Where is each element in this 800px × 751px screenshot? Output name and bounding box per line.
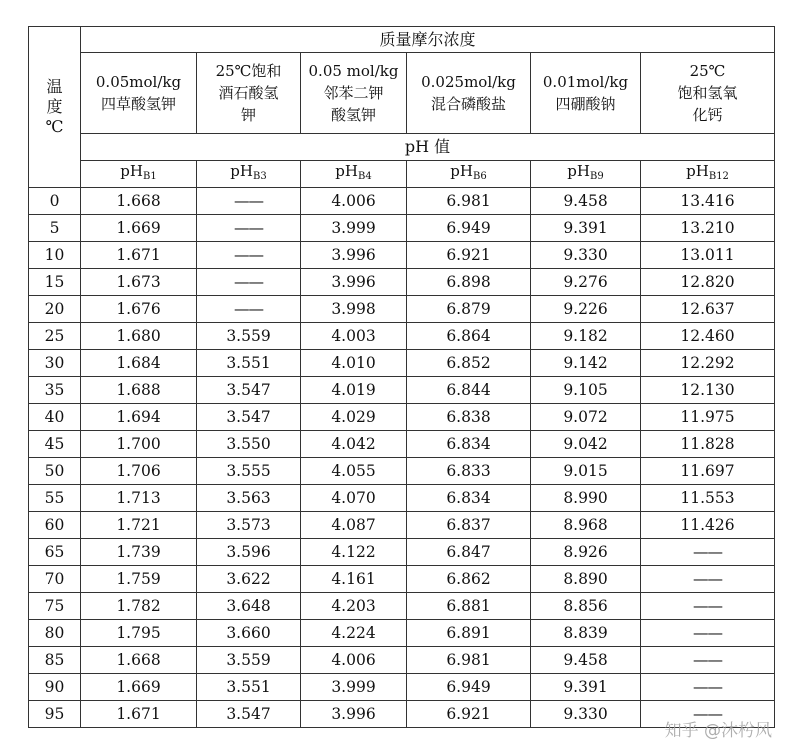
watermark: 知乎 @沐枍风 [664,721,772,741]
temperature-cell: 10 [29,242,81,269]
ph-value-cell: 6.834 [407,431,531,458]
temperature-cell: 75 [29,593,81,620]
temperature-cell: 90 [29,674,81,701]
temperature-cell: 20 [29,296,81,323]
ph-value-cell: 12.637 [641,296,775,323]
temperature-cell: 60 [29,512,81,539]
ph-symbol-cell [197,161,301,188]
ph-value-cell: 1.671 [81,701,197,728]
ph-value-cell: 1.694 [81,404,197,431]
ph-symbol-main: pH [686,162,709,180]
ph-symbol-subscript: B9 [589,171,604,182]
ph-value-cell: 8.839 [531,620,641,647]
ph-value-cell: 6.949 [407,215,531,242]
ph-value-cell: 4.003 [301,323,407,350]
ph-value-cell: 3.551 [197,674,301,701]
ph-value-cell: 6.921 [407,701,531,728]
concentration-line: 饱和氢氧 [677,84,738,102]
table-row [29,242,775,269]
concentration-header-cell [197,53,301,134]
ph-value-cell: —— [197,242,301,269]
ph-value-cell: 4.010 [301,350,407,377]
ph-value-cell: 9.042 [531,431,641,458]
ph-value-cell: 6.862 [407,566,531,593]
ph-value-cell: 3.660 [197,620,301,647]
ph-value-cell: 9.142 [531,350,641,377]
ph-value-cell: 8.856 [531,593,641,620]
table-row [29,458,775,485]
ph-value-cell: 1.739 [81,539,197,566]
temperature-cell: 5 [29,215,81,242]
ph-value-cell: 1.669 [81,674,197,701]
ph-value-cell: 6.844 [407,377,531,404]
ph-value-cell: 11.975 [641,404,775,431]
ph-value-cell: 8.926 [531,539,641,566]
table-row [29,566,775,593]
ph-value-cell: 4.006 [301,647,407,674]
concentration-header-cell [81,53,197,134]
temperature-cell: 70 [29,566,81,593]
temperature-label-line: 温 [46,77,63,96]
ph-value-cell: 1.668 [81,188,197,215]
ph-value-cell: 4.122 [301,539,407,566]
ph-value-cell: 1.706 [81,458,197,485]
ph-value-cell: 12.292 [641,350,775,377]
ph-value-cell: 6.921 [407,242,531,269]
table-body [29,27,775,728]
ph-value-cell: 6.834 [407,485,531,512]
ph-value-cell: 9.105 [531,377,641,404]
temperature-cell: 15 [29,269,81,296]
ph-symbol-cell [301,161,407,188]
table-row [29,485,775,512]
table-row [29,620,775,647]
ph-value-cell: 3.999 [301,215,407,242]
ph-value-cell: 6.837 [407,512,531,539]
ph-value-cell: 1.721 [81,512,197,539]
ph-value-title: pH 值 [81,134,775,161]
table-row [29,215,775,242]
ph-value-cell: 11.426 [641,512,775,539]
ph-value-cell: 1.676 [81,296,197,323]
concentration-line: 四草酸氢钾 [100,95,176,113]
header-group-row [29,27,775,53]
ph-value-cell: 6.981 [407,188,531,215]
ph-buffer-table [28,26,775,728]
ph-value-cell: 6.847 [407,539,531,566]
ph-symbol-cell [407,161,531,188]
temperature-cell: 95 [29,701,81,728]
ph-title-row [29,134,775,161]
ph-value-cell: 8.890 [531,566,641,593]
ph-symbol-subscript: B1 [142,171,157,182]
ph-value-cell: 3.550 [197,431,301,458]
ph-value-cell: 4.029 [301,404,407,431]
temperature-cell: 85 [29,647,81,674]
ph-value-cell: 9.015 [531,458,641,485]
ph-value-cell: —— [641,620,775,647]
temperature-cell: 35 [29,377,81,404]
ph-value-cell: 4.161 [301,566,407,593]
ph-value-cell: 3.622 [197,566,301,593]
concentration-line: 混合磷酸盐 [430,95,506,113]
concentration-line: 0.05 mol/kg [308,62,399,80]
ph-value-cell: 11.553 [641,485,775,512]
ph-value-cell: 13.416 [641,188,775,215]
temperature-cell: 65 [29,539,81,566]
ph-value-cell: 4.203 [301,593,407,620]
table-row [29,593,775,620]
ph-value-cell: 4.224 [301,620,407,647]
ph-value-cell: 3.648 [197,593,301,620]
ph-value-cell: 12.460 [641,323,775,350]
ph-value-cell: 1.669 [81,215,197,242]
concentration-row [29,53,775,134]
temperature-cell: 0 [29,188,81,215]
ph-symbol-main: pH [230,162,253,180]
table-row [29,512,775,539]
ph-value-cell: 9.330 [531,701,641,728]
ph-value-cell: 12.820 [641,269,775,296]
ph-value-cell: 6.838 [407,404,531,431]
ph-value-cell: —— [197,296,301,323]
ph-value-cell: —— [641,539,775,566]
concentration-line: 酒石酸氢 [218,84,279,102]
ph-value-cell: 9.391 [531,215,641,242]
ph-value-cell: —— [197,188,301,215]
ph-value-cell: 3.559 [197,647,301,674]
ph-value-cell: 6.981 [407,647,531,674]
concentration-line: 0.025mol/kg [421,73,516,91]
ph-value-cell: —— [641,701,775,728]
ph-value-cell: 1.671 [81,242,197,269]
ph-value-cell: 4.087 [301,512,407,539]
temperature-cell: 30 [29,350,81,377]
ph-symbol-main: pH [450,162,473,180]
ph-value-cell: 6.949 [407,674,531,701]
ph-value-cell: —— [641,566,775,593]
temperature-cell: 55 [29,485,81,512]
ph-symbol-row [29,161,775,188]
temperature-cell: 80 [29,620,81,647]
ph-value-cell: 4.070 [301,485,407,512]
concentration-line: 邻苯二钾 [323,84,384,102]
ph-value-cell: 1.688 [81,377,197,404]
concentration-line: 钾 [240,106,256,124]
concentration-line: 0.01mol/kg [542,73,629,91]
table-row [29,431,775,458]
ph-value-cell: 1.668 [81,647,197,674]
concentration-header-cell [531,53,641,134]
ph-value-cell: 12.130 [641,377,775,404]
ph-value-cell: 4.006 [301,188,407,215]
ph-value-cell: 1.673 [81,269,197,296]
ph-value-cell: 9.458 [531,647,641,674]
concentration-header-cell [641,53,775,134]
table-row [29,539,775,566]
ph-symbol-main: pH [335,162,358,180]
ph-value-cell: 4.042 [301,431,407,458]
ph-value-cell: 1.684 [81,350,197,377]
ph-value-cell: 9.330 [531,242,641,269]
temperature-label-line: 度 [46,97,63,116]
ph-value-cell: 1.700 [81,431,197,458]
concentration-line: 25℃饱和 [215,62,282,80]
ph-value-cell: 8.990 [531,485,641,512]
temperature-cell: 45 [29,431,81,458]
ph-value-cell: 3.559 [197,323,301,350]
table-row [29,188,775,215]
ph-value-cell: —— [641,647,775,674]
concentration-line: 0.05mol/kg [95,73,182,91]
ph-symbol-cell [531,161,641,188]
ph-symbol-subscript: B6 [472,171,487,182]
table-row [29,674,775,701]
ph-value-cell: 1.782 [81,593,197,620]
ph-value-cell: 1.713 [81,485,197,512]
ph-value-cell: 8.968 [531,512,641,539]
ph-value-cell: 9.276 [531,269,641,296]
ph-symbol-cell [81,161,197,188]
temperature-label-line: ℃ [45,117,64,136]
ph-value-cell: 9.072 [531,404,641,431]
ph-value-cell: —— [641,593,775,620]
concentration-group-title: 质量摩尔浓度 [81,27,775,53]
table-row [29,269,775,296]
ph-value-cell: 9.458 [531,188,641,215]
temperature-cell: 50 [29,458,81,485]
ph-value-cell: 9.182 [531,323,641,350]
ph-value-cell: 3.551 [197,350,301,377]
table-row [29,377,775,404]
ph-value-cell: 3.547 [197,377,301,404]
ph-value-cell: 11.828 [641,431,775,458]
concentration-header-cell [301,53,407,134]
table-row [29,404,775,431]
table-row [29,296,775,323]
concentration-line: 化钙 [692,106,723,124]
ph-value-cell: —— [197,269,301,296]
ph-value-cell: 3.596 [197,539,301,566]
ph-value-cell: 6.898 [407,269,531,296]
ph-symbol-main: pH [567,162,590,180]
ph-symbol-subscript: B12 [708,171,729,182]
ph-value-cell: 3.996 [301,242,407,269]
ph-value-cell: 3.555 [197,458,301,485]
ph-value-cell: 3.547 [197,701,301,728]
concentration-line: 25℃ [689,62,726,80]
ph-value-cell: 6.833 [407,458,531,485]
table-row [29,647,775,674]
ph-symbol-main: pH [120,162,143,180]
ph-value-cell: 3.996 [301,701,407,728]
table-row [29,350,775,377]
ph-symbol-subscript: B3 [252,171,267,182]
ph-value-cell: 3.996 [301,269,407,296]
ph-value-cell: 6.852 [407,350,531,377]
ph-value-cell: 3.563 [197,485,301,512]
ph-value-cell: 3.998 [301,296,407,323]
ph-value-cell: —— [197,215,301,242]
ph-value-cell: 1.759 [81,566,197,593]
ph-value-cell: 6.879 [407,296,531,323]
ph-value-cell: 11.697 [641,458,775,485]
ph-value-cell: 13.210 [641,215,775,242]
table-row [29,701,775,728]
temperature-header [29,27,81,188]
ph-value-cell: 6.864 [407,323,531,350]
ph-symbol-subscript: B4 [357,171,372,182]
temperature-cell: 25 [29,323,81,350]
concentration-header-cell [407,53,531,134]
ph-symbol-cell [641,161,775,188]
ph-value-cell: 3.573 [197,512,301,539]
ph-value-cell: 4.019 [301,377,407,404]
ph-value-cell: 6.891 [407,620,531,647]
ph-value-cell: 6.881 [407,593,531,620]
ph-value-cell: 3.999 [301,674,407,701]
ph-value-cell: 13.011 [641,242,775,269]
ph-value-cell: 4.055 [301,458,407,485]
ph-value-cell: —— [641,674,775,701]
temperature-cell: 40 [29,404,81,431]
table-row [29,323,775,350]
ph-value-cell: 1.680 [81,323,197,350]
concentration-line: 酸氢钾 [330,106,376,124]
concentration-line: 四硼酸钠 [555,95,616,113]
ph-value-cell: 3.547 [197,404,301,431]
ph-value-cell: 9.226 [531,296,641,323]
ph-value-cell: 9.391 [531,674,641,701]
ph-value-cell: 1.795 [81,620,197,647]
